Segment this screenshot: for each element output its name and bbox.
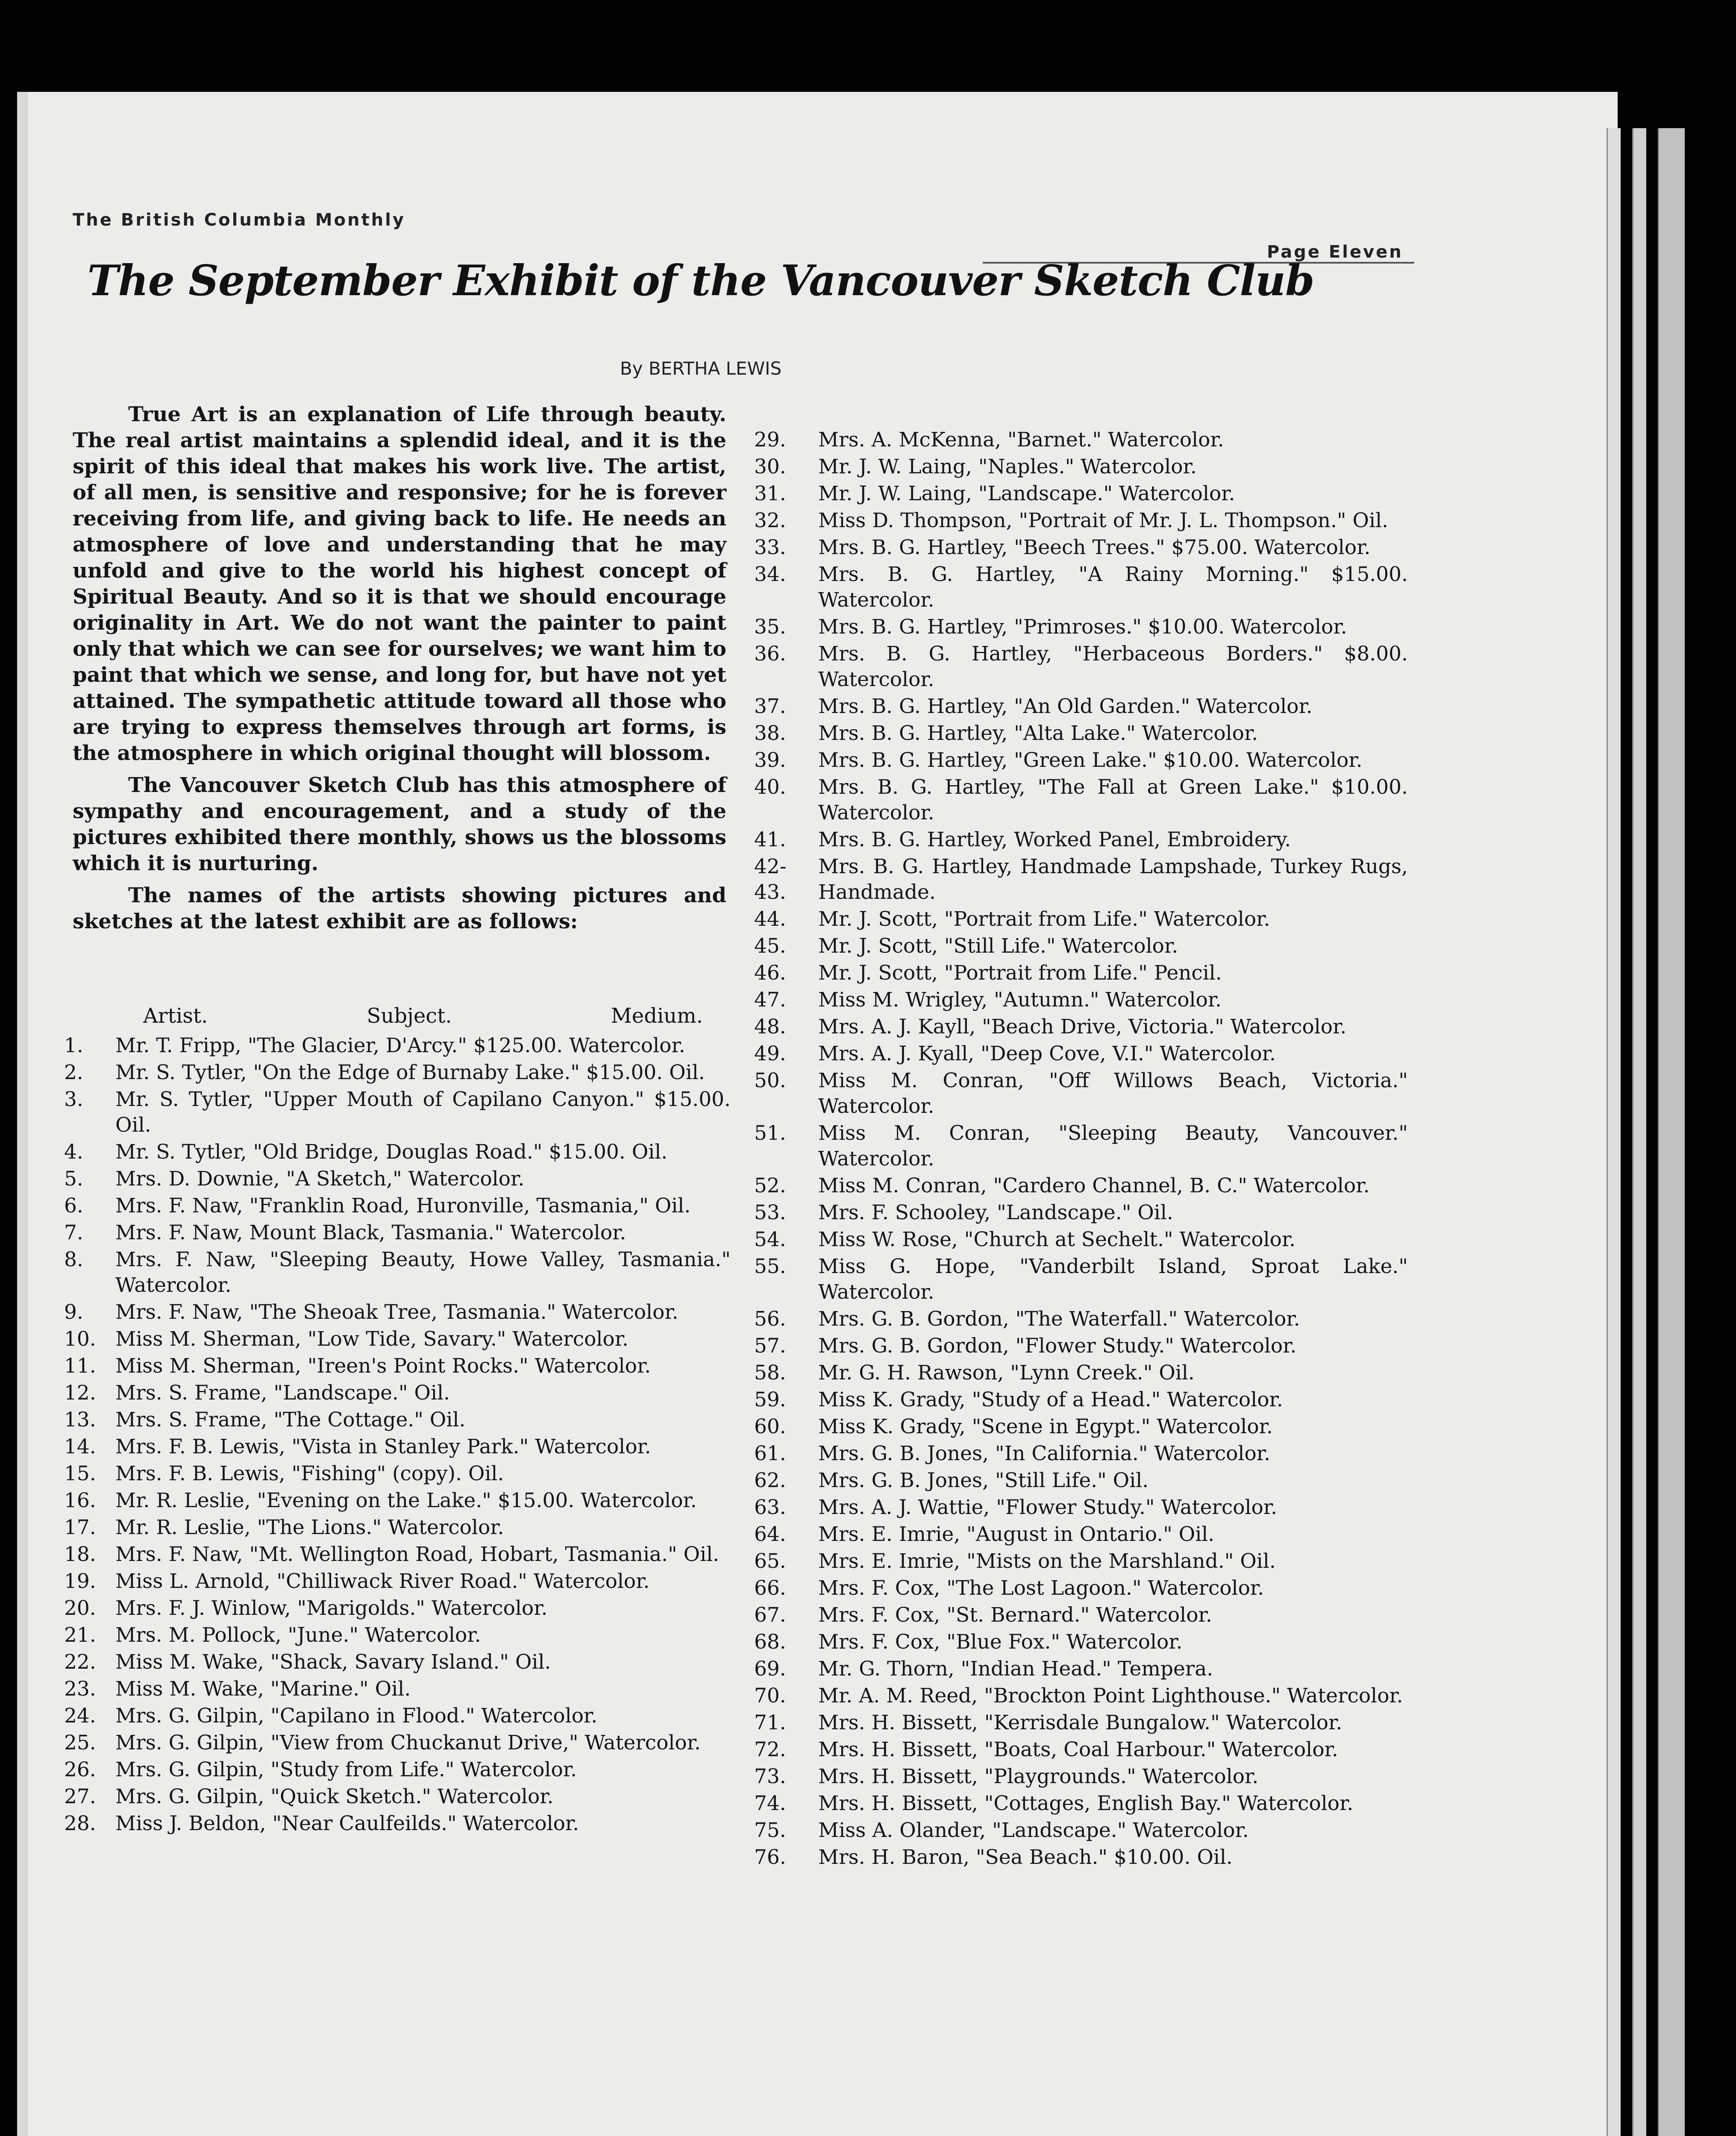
entry-text: Miss M. Conran, "Off Willows Beach, Victoria." Watercolor. xyxy=(818,1069,1408,1118)
entry-text: Mrs. G. B. Gordon, "The Waterfall." Watercolor. xyxy=(818,1307,1300,1331)
book-edge xyxy=(1658,128,1685,2136)
list-item xyxy=(754,721,1408,746)
entry-number: 35. xyxy=(754,615,786,639)
entry-text: Mrs. F. B. Lewis, "Vista in Stanley Park." Watercolor. xyxy=(115,1435,651,1458)
entry-text: Mrs. D. Downie, "A Sketch," Watercolor. xyxy=(115,1167,525,1191)
entry-text: Mr. S. Tytler, "Upper Mouth of Capilano Canyon." $15.00. Oil. xyxy=(115,1088,731,1137)
list-item xyxy=(64,1139,731,1165)
list-item xyxy=(754,1495,1408,1520)
list-item xyxy=(64,1060,731,1086)
list-item xyxy=(754,1333,1408,1359)
entry-number: 30. xyxy=(754,455,786,478)
entry-number: 10. xyxy=(64,1327,96,1351)
page-number: Page Eleven xyxy=(1267,242,1403,262)
list-item xyxy=(64,1193,731,1219)
medium-heading: Medium. xyxy=(611,1004,703,1028)
list-item xyxy=(64,1542,731,1567)
entry-text: Mrs. B. G. Hartley, "Primroses." $10.00. Watercolor. xyxy=(818,615,1347,639)
entry-number: 6. xyxy=(64,1194,83,1218)
entry-text: Miss M. Sherman, "Ireen's Point Rocks." Watercolor. xyxy=(115,1354,651,1378)
list-item xyxy=(754,1602,1408,1628)
entry-number: 53. xyxy=(754,1201,786,1224)
list-item xyxy=(754,987,1408,1013)
list-item xyxy=(754,508,1408,534)
entry-number: 26. xyxy=(64,1758,96,1781)
artist-heading: Artist. xyxy=(143,1004,208,1028)
entry-text: Mr. G. H. Rawson, "Lynn Creek." Oil. xyxy=(818,1361,1195,1385)
entry-text: Mrs. F. Cox, "St. Bernard." Watercolor. xyxy=(818,1603,1212,1627)
list-item xyxy=(754,1845,1408,1870)
list-item xyxy=(64,1649,731,1675)
entry-number: 22. xyxy=(64,1650,96,1674)
entry-number: 52. xyxy=(754,1174,786,1197)
entry-text: Mr. S. Tytler, "On the Edge of Burnaby Lake." $15.00. Oil. xyxy=(115,1061,705,1084)
entry-number: 51. xyxy=(754,1121,786,1145)
entry-number: 56. xyxy=(754,1307,786,1331)
entry-text: Miss M. Wake, "Shack, Savary Island." Oil. xyxy=(115,1650,551,1674)
list-item xyxy=(754,1791,1408,1816)
list-item xyxy=(754,1576,1408,1601)
entry-text: Mr. G. Thorn, "Indian Head." Tempera. xyxy=(818,1657,1213,1681)
list-item xyxy=(64,1784,731,1810)
entry-number: 62. xyxy=(754,1469,786,1492)
entry-text: Mrs. G. Gilpin, "Quick Sketch." Watercolor. xyxy=(115,1785,554,1808)
entry-number: 38. xyxy=(754,722,786,745)
entry-number: 33. xyxy=(754,536,786,559)
list-item xyxy=(754,1764,1408,1790)
list-item xyxy=(754,827,1408,853)
entry-number: 49. xyxy=(754,1042,786,1065)
list-item xyxy=(754,933,1408,959)
entry-number: 11. xyxy=(64,1354,96,1378)
entry-number: 3. xyxy=(64,1088,83,1111)
list-item xyxy=(64,1326,731,1352)
entry-text: Mr. A. M. Reed, "Brockton Point Lighthouse." Watercolor. xyxy=(818,1684,1403,1708)
entry-number: 7. xyxy=(64,1221,83,1244)
entry-text: Mrs. G. B. Gordon, "Flower Study." Watercolor. xyxy=(818,1334,1297,1358)
list-item xyxy=(754,641,1408,692)
entry-text: Mrs. F. Naw, "The Sheoak Tree, Tasmania." Watercolor. xyxy=(115,1300,679,1324)
entry-number: 50. xyxy=(754,1069,786,1092)
entry-number: 68. xyxy=(754,1630,786,1654)
list-item xyxy=(754,1306,1408,1332)
list-item xyxy=(64,1515,731,1540)
entry-text: Mrs. E. Imrie, "Mists on the Marshland." Oil. xyxy=(818,1549,1276,1573)
entry-text: Mrs. H. Baron, "Sea Beach." $10.00. Oil. xyxy=(818,1846,1233,1869)
entry-number: 70. xyxy=(754,1684,786,1708)
list-item xyxy=(754,1360,1408,1386)
entry-number: 37. xyxy=(754,695,786,718)
entry-text: Mr. J. W. Laing, "Naples." Watercolor. xyxy=(818,455,1197,478)
list-item xyxy=(754,427,1408,453)
entry-number: 15. xyxy=(64,1462,96,1485)
list-item xyxy=(754,614,1408,640)
entry-text: Mrs. H. Bissett, "Playgrounds." Watercolor. xyxy=(818,1765,1259,1788)
list-item xyxy=(64,1434,731,1460)
entry-number: 48. xyxy=(754,1015,786,1039)
list-item xyxy=(754,1068,1408,1119)
entry-number: 32. xyxy=(754,509,786,532)
entry-number: 42-43. xyxy=(754,855,787,904)
entry-text: Mrs. E. Imrie, "August in Ontario." Oil. xyxy=(818,1523,1215,1546)
entry-number: 71. xyxy=(754,1711,786,1734)
list-item xyxy=(754,1414,1408,1440)
entry-number: 58. xyxy=(754,1361,786,1385)
entry-text: Mrs. A. J. Kyall, "Deep Cove, V.I." Watercolor. xyxy=(818,1042,1276,1065)
entry-text: Mrs. B. G. Hartley, Worked Panel, Embroidery. xyxy=(818,828,1291,851)
list-item xyxy=(64,1596,731,1621)
entry-text: Miss K. Grady, "Study of a Head." Watercolor. xyxy=(818,1388,1283,1411)
entry-number: 8. xyxy=(64,1248,83,1271)
entry-text: Mrs. B. G. Hartley, "Beech Trees." $75.00. Watercolor. xyxy=(818,536,1371,559)
entry-text: Mrs. A. J. Wattie, "Flower Study." Watercolor. xyxy=(818,1496,1278,1519)
entry-text: Mrs. F. Naw, "Sleeping Beauty, Howe Valley, Tasmania." Watercolor. xyxy=(115,1248,731,1297)
entry-text: Mrs. M. Pollock, "June." Watercolor. xyxy=(115,1623,481,1647)
entry-number: 13. xyxy=(64,1408,96,1432)
entry-number: 23. xyxy=(64,1677,96,1701)
entry-text: Mr. T. Fripp, "The Glacier, D'Arcy." $125.00. Watercolor. xyxy=(115,1034,685,1057)
list-item xyxy=(754,1468,1408,1493)
entry-number: 67. xyxy=(754,1603,786,1627)
list-item xyxy=(754,1041,1408,1067)
entry-text: Mr. J. Scott, "Portrait from Life." Watercolor. xyxy=(818,907,1270,931)
entry-text: Mr. J. Scott, "Still Life." Watercolor. xyxy=(818,934,1178,958)
list-item xyxy=(754,1522,1408,1547)
entry-text: Mrs. B. G. Hartley, "An Old Garden." Watercolor. xyxy=(818,695,1313,718)
entry-text: Mrs. H. Bissett, "Boats, Coal Harbour." Watercolor. xyxy=(818,1738,1338,1761)
list-item xyxy=(754,1014,1408,1040)
list-item xyxy=(64,1811,731,1837)
entry-text: Mrs. F. Naw, "Franklin Road, Huronville, Tasmania," Oil. xyxy=(115,1194,691,1218)
entry-number: 18. xyxy=(64,1543,96,1566)
entry-number: 24. xyxy=(64,1704,96,1728)
list-item xyxy=(754,1710,1408,1736)
entry-text: Mrs. F. J. Winlow, "Marigolds." Watercolor. xyxy=(115,1596,548,1620)
entry-number: 27. xyxy=(64,1785,96,1808)
entry-text: Mrs. B. G. Hartley, "Alta Lake." Watercolor. xyxy=(818,722,1258,745)
entry-number: 61. xyxy=(754,1442,786,1465)
entry-text: Mrs. A. McKenna, "Barnet." Watercolor. xyxy=(818,428,1224,452)
entry-number: 44. xyxy=(754,907,786,931)
entry-number: 69. xyxy=(754,1657,786,1681)
entry-number: 46. xyxy=(754,961,786,985)
entry-text: Mrs. F. Cox, "The Lost Lagoon." Watercolor. xyxy=(818,1576,1264,1600)
list-item xyxy=(64,1407,731,1433)
list-item xyxy=(754,1254,1408,1305)
entry-text: Mrs. G. Gilpin, "View from Chuckanut Drive," Watercolor. xyxy=(115,1731,701,1755)
entry-text: Mrs. F. B. Lewis, "Fishing" (copy). Oil. xyxy=(115,1462,504,1485)
entry-text: Miss M. Conran, "Cardero Channel, B. C." Watercolor. xyxy=(818,1174,1370,1197)
intro-paragraph: The Vancouver Sketch Club has this atmosphere of sympathy and encouragement, and a study of the pictures exhibited there monthly, shows us the blossoms which it is nurturing. xyxy=(73,773,726,875)
intro-paragraph: True Art is an explanation of Life through beauty. The real artist maintains a splendid ideal, and it is the spirit of this ideal that makes his work live. The artist, of all men, is sensitive and responsive; for he is forever receiving from life, and giving back to life. He needs an atmosphere of love and understanding that he may unfold and give to the world his highest concept of Spiritual Beauty. And so it is that we should encourage originality in Art. We do not want the painter to paint only that which we can see for ourselves; we want him to paint that which we sense, and long for, but have not yet attained. The sympathetic attitude toward all those who are trying to express themselves through art forms, is the atmosphere in which original thought will blossom. xyxy=(73,402,726,765)
page-edge xyxy=(1607,128,1621,2136)
list-item xyxy=(64,1220,731,1246)
exhibit-list-left xyxy=(64,1033,731,1838)
list-item xyxy=(64,1730,731,1756)
entry-text: Mrs. H. Bissett, "Kerrisdale Bungalow." Watercolor. xyxy=(818,1711,1342,1734)
list-item xyxy=(754,775,1408,826)
list-item xyxy=(64,1033,731,1059)
entry-number: 54. xyxy=(754,1228,786,1251)
entry-number: 59. xyxy=(754,1388,786,1411)
entry-text: Miss W. Rose, "Church at Sechelt." Watercolor. xyxy=(818,1228,1296,1251)
entry-number: 19. xyxy=(64,1570,96,1593)
entry-text: Miss M. Conran, "Sleeping Beauty, Vancouver." Watercolor. xyxy=(818,1121,1408,1171)
entry-text: Mrs. S. Frame, "Landscape." Oil. xyxy=(115,1381,450,1405)
entry-text: Mr. R. Leslie, "The Lions." Watercolor. xyxy=(115,1516,504,1539)
entry-number: 1. xyxy=(64,1034,83,1057)
entry-text: Miss L. Arnold, "Chilliwack River Road." Watercolor. xyxy=(115,1570,650,1593)
list-item xyxy=(754,1818,1408,1843)
entry-text: Mr. J. W. Laing, "Landscape." Watercolor. xyxy=(818,482,1235,505)
list-item xyxy=(64,1380,731,1406)
entry-text: Mrs. B. G. Hartley, "Herbaceous Borders." $8.00. Watercolor. xyxy=(818,642,1408,691)
entry-number: 34. xyxy=(754,563,786,586)
entry-text: Miss K. Grady, "Scene in Egypt." Watercolor. xyxy=(818,1415,1273,1438)
list-item xyxy=(754,454,1408,480)
entry-number: 41. xyxy=(754,828,786,851)
entry-text: Mr. R. Leslie, "Evening on the Lake." $15.00. Watercolor. xyxy=(115,1489,697,1512)
entry-text: Mrs. B. G. Hartley, "The Fall at Green Lake." $10.00. Watercolor. xyxy=(818,775,1408,824)
entry-text: Mrs. F. Schooley, "Landscape." Oil. xyxy=(818,1201,1173,1224)
entry-text: Mrs. B. G. Hartley, Handmade Lampshade, Turkey Rugs, Handmade. xyxy=(818,855,1408,904)
entry-text: Mrs. F. Naw, Mount Black, Tasmania." Watercolor. xyxy=(115,1221,626,1244)
subject-heading: Subject. xyxy=(367,1004,452,1028)
entry-text: Miss M. Sherman, "Low Tide, Savary." Watercolor. xyxy=(115,1327,629,1351)
entry-text: Mrs. G. B. Jones, "In California." Watercolor. xyxy=(818,1442,1271,1465)
entry-text: Mrs. G. Gilpin, "Capilano in Flood." Watercolor. xyxy=(115,1704,598,1728)
list-item xyxy=(64,1569,731,1594)
entry-text: Miss G. Hope, "Vanderbilt Island, Sproat Lake." Watercolor. xyxy=(818,1255,1408,1304)
list-item xyxy=(64,1087,731,1138)
entry-text: Mrs. B. G. Hartley, "A Rainy Morning." $15.00. Watercolor. xyxy=(818,563,1408,612)
entry-number: 74. xyxy=(754,1792,786,1815)
entry-number: 12. xyxy=(64,1381,96,1405)
entry-number: 65. xyxy=(754,1549,786,1573)
entry-number: 73. xyxy=(754,1765,786,1788)
entry-text: Mrs. G. Gilpin, "Study from Life." Watercolor. xyxy=(115,1758,577,1781)
entry-number: 31. xyxy=(754,482,786,505)
entry-number: 66. xyxy=(754,1576,786,1600)
list-item xyxy=(64,1353,731,1379)
entry-number: 45. xyxy=(754,934,786,958)
list-item xyxy=(64,1166,731,1192)
entry-text: Mrs. F. Cox, "Blue Fox." Watercolor. xyxy=(818,1630,1183,1654)
intro-paragraph: The names of the artists showing pictures and sketches at the latest exhibit are as follows: xyxy=(73,883,726,933)
entry-number: 57. xyxy=(754,1334,786,1358)
list-item xyxy=(754,1173,1408,1199)
exhibit-list-right xyxy=(754,427,1408,1872)
intro-text xyxy=(73,402,726,941)
list-item xyxy=(754,1629,1408,1655)
entry-number: 60. xyxy=(754,1415,786,1438)
entry-number: 17. xyxy=(64,1516,96,1539)
list-item xyxy=(754,481,1408,507)
list-item xyxy=(754,1549,1408,1574)
list-item xyxy=(754,1656,1408,1682)
entry-number: 63. xyxy=(754,1496,786,1519)
list-item xyxy=(754,1227,1408,1253)
article-title: The September Exhibit of the Vancouver Sketch Club xyxy=(87,256,1314,305)
list-item xyxy=(754,1121,1408,1172)
entry-number: 20. xyxy=(64,1596,96,1620)
list-item xyxy=(64,1300,731,1325)
list-item xyxy=(754,1683,1408,1709)
list-item xyxy=(754,1441,1408,1467)
entry-text: Mr. S. Tytler, "Old Bridge, Douglas Road." $15.00. Oil. xyxy=(115,1140,668,1164)
entry-number: 39. xyxy=(754,748,786,772)
list-item xyxy=(754,562,1408,613)
column-headings xyxy=(143,1004,703,1028)
list-item xyxy=(754,960,1408,986)
page-edge xyxy=(1632,128,1646,2136)
entry-number: 28. xyxy=(64,1812,96,1835)
entry-text: Mrs. A. J. Kayll, "Beach Drive, Victoria." Watercolor. xyxy=(818,1015,1347,1039)
list-item xyxy=(754,854,1408,905)
entry-text: Mrs. F. Naw, "Mt. Wellington Road, Hobart, Tasmania." Oil. xyxy=(115,1543,720,1566)
list-item xyxy=(754,1737,1408,1763)
list-item xyxy=(64,1676,731,1702)
list-item xyxy=(64,1757,731,1783)
list-item xyxy=(754,1200,1408,1226)
list-item xyxy=(64,1623,731,1648)
entry-number: 40. xyxy=(754,775,786,799)
entry-number: 47. xyxy=(754,988,786,1012)
list-item xyxy=(64,1247,731,1298)
entry-number: 29. xyxy=(754,428,786,452)
entry-number: 76. xyxy=(754,1846,786,1869)
entry-number: 64. xyxy=(754,1523,786,1546)
list-item xyxy=(754,907,1408,932)
list-item xyxy=(64,1703,731,1729)
entry-text: Miss D. Thompson, "Portrait of Mr. J. L. Thompson." Oil. xyxy=(818,509,1389,532)
entry-number: 5. xyxy=(64,1167,83,1191)
entry-text: Mrs. B. G. Hartley, "Green Lake." $10.00. Watercolor. xyxy=(818,748,1363,772)
entry-number: 14. xyxy=(64,1435,96,1458)
entry-number: 4. xyxy=(64,1140,83,1164)
entry-text: Mrs. H. Bissett, "Cottages, English Bay." Watercolor. xyxy=(818,1792,1354,1815)
byline: By BERTHA LEWIS xyxy=(620,358,782,379)
entry-number: 9. xyxy=(64,1300,83,1324)
list-item xyxy=(754,1387,1408,1413)
list-item xyxy=(754,748,1408,773)
entry-text: Mrs. S. Frame, "The Cottage." Oil. xyxy=(115,1408,466,1432)
entry-text: Miss M. Wrigley, "Autumn." Watercolor. xyxy=(818,988,1222,1012)
entry-text: Miss A. Olander, "Landscape." Watercolor. xyxy=(818,1819,1249,1842)
list-item xyxy=(754,694,1408,719)
entry-number: 25. xyxy=(64,1731,96,1755)
entry-number: 16. xyxy=(64,1489,96,1512)
entry-number: 72. xyxy=(754,1738,786,1761)
list-item xyxy=(64,1488,731,1514)
entry-text: Miss J. Beldon, "Near Caulfeilds." Watercolor. xyxy=(115,1812,579,1835)
entry-number: 36. xyxy=(754,642,786,666)
entry-number: 21. xyxy=(64,1623,96,1647)
list-item xyxy=(64,1461,731,1487)
running-header: The British Columbia Monthly xyxy=(73,210,405,230)
entry-text: Mr. J. Scott, "Portrait from Life." Pencil. xyxy=(818,961,1222,985)
list-item xyxy=(754,535,1408,560)
entry-number: 55. xyxy=(754,1255,786,1278)
entry-text: Miss M. Wake, "Marine." Oil. xyxy=(115,1677,411,1701)
entry-number: 75. xyxy=(754,1819,786,1842)
entry-number: 2. xyxy=(64,1061,83,1084)
entry-text: Mrs. G. B. Jones, "Still Life." Oil. xyxy=(818,1469,1149,1492)
